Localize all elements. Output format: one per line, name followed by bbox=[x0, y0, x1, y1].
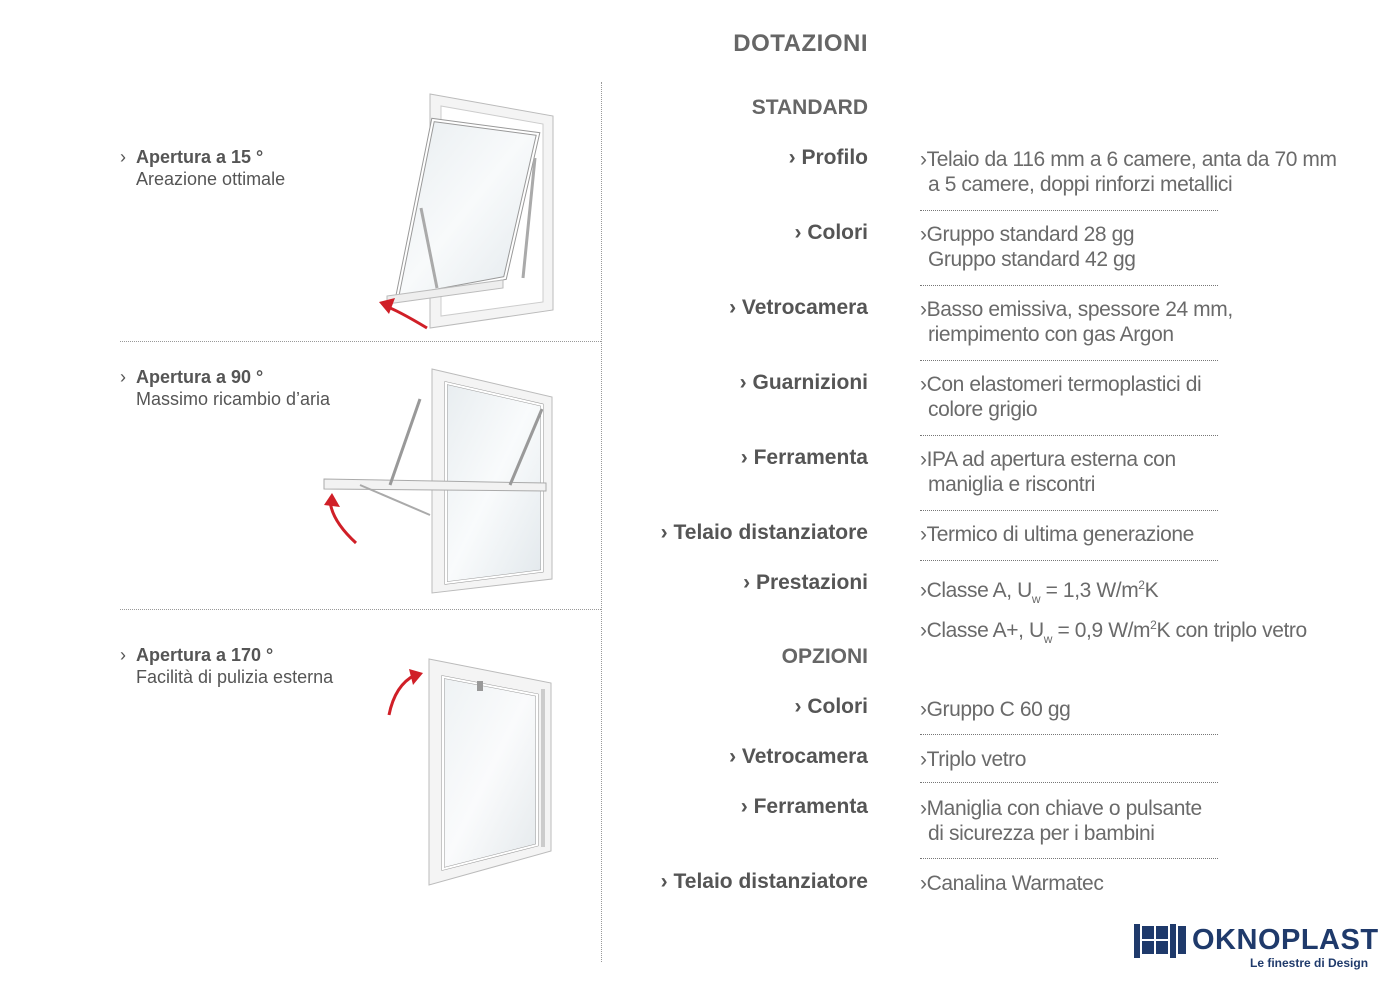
opening-title: Apertura a 15 ° bbox=[136, 147, 264, 167]
row-value-vetrocamera bbox=[920, 297, 1233, 347]
row-separator bbox=[920, 285, 1218, 286]
window-90-illustration bbox=[320, 365, 560, 595]
row-separator bbox=[920, 782, 1218, 783]
opening-desc: Areazione ottimale bbox=[136, 169, 286, 189]
row-label-telaio-distanziatore: › Telaio distanziatore bbox=[660, 521, 868, 544]
opening-marker: › bbox=[120, 645, 126, 665]
vertical-divider bbox=[601, 82, 602, 962]
value-line: ›Classe A+, $U_w = 0,9$ $W/m^2K$ con triplo vetro bbox=[920, 618, 1307, 646]
value-line: ›Termico di ultima generazione bbox=[920, 523, 1194, 546]
row-separator bbox=[920, 560, 1218, 561]
option-value-telaio-distanziatore bbox=[920, 871, 1103, 896]
row-separator bbox=[920, 210, 1218, 211]
window-170-illustration bbox=[385, 655, 560, 890]
value-line: colore grigio bbox=[928, 398, 1038, 421]
row-separator bbox=[920, 360, 1218, 361]
row-label-guarnizioni: › Guarnizioni bbox=[739, 371, 868, 394]
value-line: ›Triplo vetro bbox=[920, 748, 1027, 771]
value-line: ›IPA ad apertura esterna con bbox=[920, 448, 1176, 471]
row-label-profilo: › Profilo bbox=[788, 146, 868, 169]
row-label-vetrocamera: › Vetrocamera bbox=[729, 296, 868, 319]
value-line: ›Gruppo standard 28 gg bbox=[920, 223, 1135, 246]
value-line: ›Canalina Warmatec bbox=[920, 872, 1104, 895]
row-separator bbox=[920, 734, 1218, 735]
option-label-ferramenta: › Ferramenta bbox=[740, 795, 868, 818]
row-value-prestazioni bbox=[920, 572, 1307, 652]
row-value-guarnizioni bbox=[920, 372, 1201, 422]
brand-tagline: Le finestre di Design bbox=[1250, 956, 1369, 970]
row-value-colori bbox=[920, 222, 1136, 272]
section-standard-heading: STANDARD bbox=[751, 96, 868, 119]
value-line: ›Con elastomeri termoplastici di bbox=[920, 373, 1202, 396]
value-line: Gruppo standard 42 gg bbox=[928, 248, 1136, 271]
option-value-colori bbox=[920, 697, 1070, 722]
row-separator bbox=[920, 435, 1218, 436]
option-value-ferramenta bbox=[920, 796, 1202, 846]
brand-logo-text: OKNOPLAST bbox=[1192, 924, 1379, 956]
option-label-colori: › Colori bbox=[794, 695, 868, 718]
row-label-colori: › Colori bbox=[794, 221, 868, 244]
value-line: riempimento con gas Argon bbox=[928, 323, 1174, 346]
opening-marker: › bbox=[120, 147, 126, 167]
row-value-ferramenta bbox=[920, 447, 1176, 497]
row-value-profilo bbox=[920, 147, 1337, 197]
opening-170 bbox=[120, 644, 333, 688]
row-label-ferramenta: › Ferramenta bbox=[740, 446, 868, 469]
row-value-telaio-distanziatore bbox=[920, 522, 1194, 547]
opening-marker: › bbox=[120, 367, 126, 387]
window-15-illustration bbox=[375, 88, 565, 333]
section-options-heading: OPZIONI bbox=[781, 645, 868, 668]
value-line: ›Basso emissiva, spessore 24 mm, bbox=[920, 298, 1233, 321]
value-line: a 5 camere, doppi rinforzi metallici bbox=[928, 173, 1233, 196]
value-line: ›Telaio da 116 mm a 6 camere, anta da 70 mm bbox=[920, 148, 1337, 171]
opening-desc: Facilità di pulizia esterna bbox=[136, 667, 334, 687]
option-label-vetrocamera: › Vetrocamera bbox=[729, 745, 868, 768]
opening-90 bbox=[120, 366, 330, 410]
row-separator bbox=[920, 510, 1218, 511]
value-line: di sicurezza per i bambini bbox=[928, 822, 1155, 845]
oknoplast-logo-icon bbox=[1134, 924, 1186, 958]
opening-15 bbox=[120, 146, 285, 190]
horizontal-divider bbox=[120, 609, 601, 610]
option-label-telaio-distanziatore: › Telaio distanziatore bbox=[660, 870, 868, 893]
page-title: DOTAZIONI bbox=[733, 30, 868, 57]
value-line: ›Maniglia con chiave o pulsante bbox=[920, 797, 1202, 820]
opening-title: Apertura a 170 ° bbox=[136, 645, 274, 665]
opening-desc: Massimo ricambio d’aria bbox=[136, 389, 331, 409]
option-value-vetrocamera bbox=[920, 747, 1026, 772]
horizontal-divider bbox=[120, 341, 601, 342]
value-line: ›Classe A, $U_w = 1,3$ $W/m^2K$ bbox=[920, 578, 1159, 606]
row-separator bbox=[920, 858, 1218, 859]
value-line: maniglia e riscontri bbox=[928, 473, 1096, 496]
value-line: ›Gruppo C 60 gg bbox=[920, 698, 1071, 721]
opening-title: Apertura a 90 ° bbox=[136, 367, 264, 387]
row-label-prestazioni: › Prestazioni bbox=[743, 571, 868, 594]
